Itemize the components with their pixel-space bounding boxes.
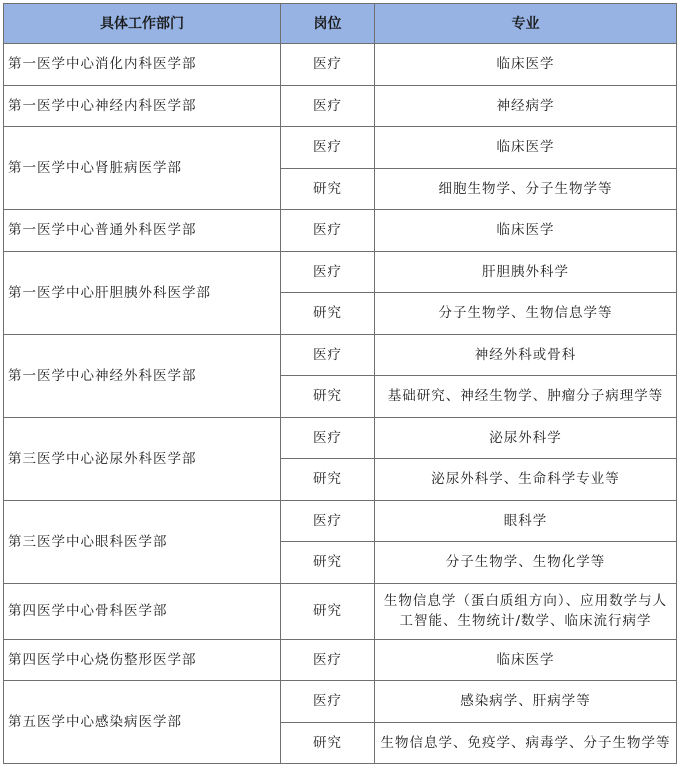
major-cell: 生物信息学（蛋白质组方向）、应用数学与人工智能、生物统计/数学、临床流行病学 [375, 583, 677, 639]
header-row [4, 4, 677, 44]
position-cell: 医疗 [281, 681, 375, 723]
department-cell: 第三医学中心眼科医学部 [4, 500, 281, 583]
department-cell: 第三医学中心泌尿外科医学部 [4, 417, 281, 500]
major-cell: 肝胆胰外科学 [375, 251, 677, 293]
major-cell: 临床医学 [375, 639, 677, 681]
position-cell: 研究 [281, 722, 375, 764]
department-cell: 第一医学中心肝胆胰外科医学部 [4, 251, 281, 334]
major-cell: 泌尿外科学、生命科学专业等 [375, 459, 677, 501]
position-cell: 医疗 [281, 417, 375, 459]
position-cell: 研究 [281, 293, 375, 335]
major-cell: 眼科学 [375, 500, 677, 542]
department-cell: 第五医学中心感染病医学部 [4, 681, 281, 764]
recruitment-table [3, 3, 677, 764]
header-department: 具体工作部门 [4, 4, 281, 44]
department-cell: 第一医学中心消化内科医学部 [4, 44, 281, 86]
major-cell: 临床医学 [375, 44, 677, 86]
department-cell: 第一医学中心神经外科医学部 [4, 334, 281, 417]
major-cell: 基础研究、神经生物学、肿瘤分子病理学等 [375, 376, 677, 418]
table-row [4, 210, 677, 252]
department-cell: 第一医学中心神经内科医学部 [4, 85, 281, 127]
position-cell: 研究 [281, 459, 375, 501]
table-row [4, 583, 677, 639]
major-cell: 分子生物学、生物化学等 [375, 542, 677, 584]
major-cell: 细胞生物学、分子生物学等 [375, 168, 677, 210]
table-row [4, 127, 677, 169]
position-cell: 研究 [281, 542, 375, 584]
table-row [4, 85, 677, 127]
department-cell: 第四医学中心烧伤整形医学部 [4, 639, 281, 681]
position-cell: 医疗 [281, 44, 375, 86]
position-cell: 研究 [281, 168, 375, 210]
major-cell: 感染病学、肝病学等 [375, 681, 677, 723]
major-cell: 分子生物学、生物信息学等 [375, 293, 677, 335]
position-cell: 医疗 [281, 639, 375, 681]
major-cell: 神经病学 [375, 85, 677, 127]
major-cell: 泌尿外科学 [375, 417, 677, 459]
position-cell: 医疗 [281, 334, 375, 376]
position-cell: 医疗 [281, 127, 375, 169]
position-cell: 医疗 [281, 251, 375, 293]
position-cell: 研究 [281, 376, 375, 418]
table-row [4, 639, 677, 681]
table-row [4, 44, 677, 86]
table-row [4, 251, 677, 293]
department-cell: 第四医学中心骨科医学部 [4, 583, 281, 639]
department-cell: 第一医学中心肾脏病医学部 [4, 127, 281, 210]
major-cell: 生物信息学、免疫学、病毒学、分子生物学等 [375, 722, 677, 764]
header-position: 岗位 [281, 4, 375, 44]
position-cell: 医疗 [281, 85, 375, 127]
table-row [4, 334, 677, 376]
position-cell: 医疗 [281, 210, 375, 252]
department-cell: 第一医学中心普通外科医学部 [4, 210, 281, 252]
table-row [4, 500, 677, 542]
position-cell: 研究 [281, 583, 375, 639]
table-row [4, 681, 677, 723]
major-cell: 神经外科或骨科 [375, 334, 677, 376]
major-cell: 临床医学 [375, 210, 677, 252]
major-cell: 临床医学 [375, 127, 677, 169]
header-major: 专业 [375, 4, 677, 44]
table-row [4, 417, 677, 459]
position-cell: 医疗 [281, 500, 375, 542]
